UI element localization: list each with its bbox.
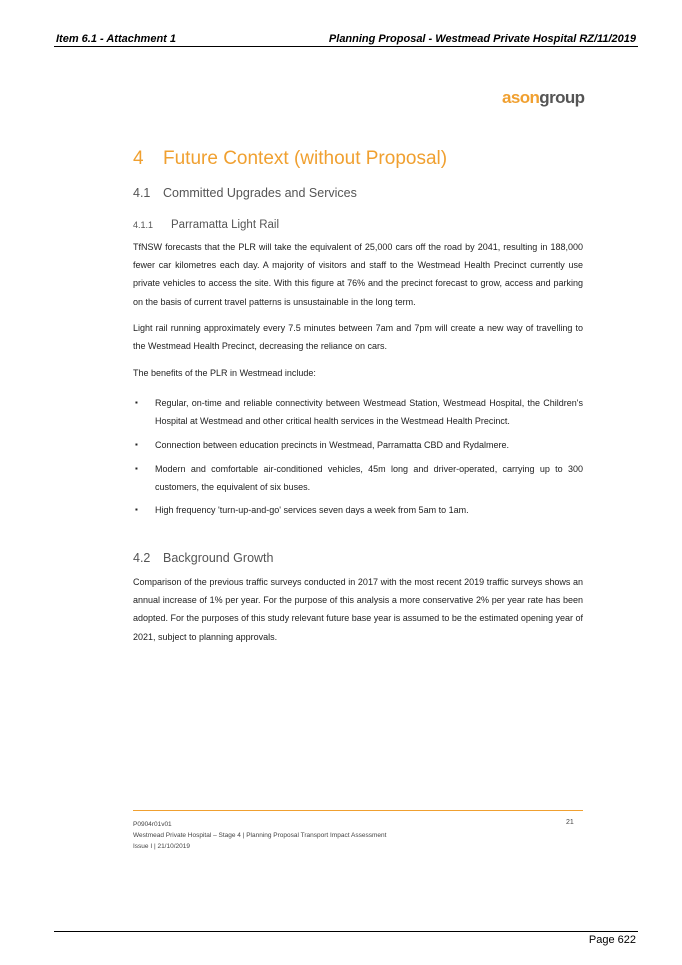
list-item xyxy=(133,436,583,454)
header-divider xyxy=(54,46,638,47)
subsection-heading-4-1 xyxy=(133,186,357,200)
header-left: Item 6.1 - Attachment 1 xyxy=(56,33,177,45)
footer-reference: P0904r01v01 xyxy=(133,821,172,828)
bullet-icon: ▪ xyxy=(135,464,138,473)
subsection-title: Committed Upgrades and Services xyxy=(163,186,357,200)
subsection-heading-4-2 xyxy=(133,551,273,565)
bullet-icon: ▪ xyxy=(135,505,138,514)
list-item xyxy=(133,394,583,430)
subsubsection-number: 4.1.1 xyxy=(133,220,154,230)
header-right: Planning Proposal - Westmead Private Hospital RZ/11/2019 xyxy=(328,33,636,45)
list-item-text: High frequency 'turn-up-and-go' services seven days a week from 5am to 1am. xyxy=(155,505,469,515)
logo-part-2: group xyxy=(539,88,585,107)
section-title: Future Context (without Proposal) xyxy=(163,148,448,169)
paragraph-plr-forecast: TfNSW forecasts that the PLR will take the equivalent of 25,000 cars off the road by 2041, resulting in 188,000 fewer car kilometres each day. A majority of visitors and staff to the Westmead Health Precinct currently use private vehicles to access the site. With this figure at 76% and the precinct forecast to grow, access and parking on the basis of current travel patterns is unsustainable in the long term. xyxy=(133,242,583,307)
list-item xyxy=(133,501,583,519)
paragraph-benefits-intro: The benefits of the PLR in Westmead include: xyxy=(133,368,316,378)
footer-document-title: Westmead Private Hospital – Stage 4 | Planning Proposal Transport Impact Assessment xyxy=(133,832,387,839)
paragraph-light-rail-frequency: Light rail running approximately every 7.5 minutes between 7am and 7pm will create a new way of travelling to the Westmead Health Precinct, decreasing the reliance on cars. xyxy=(133,323,583,352)
ason-group-logo xyxy=(502,88,584,108)
section-number: 4 xyxy=(133,148,144,169)
list-item-text: Regular, on-time and reliable connectivity between Westmead Station, Westmead Hospital, the Children's Hospital at Westmead and other critical health services in the Westmead Health Precinct. xyxy=(155,398,583,426)
bullet-icon: ▪ xyxy=(135,398,138,407)
subsection-number: 4.2 xyxy=(133,551,151,565)
footer-issue: Issue I | 21/10/2019 xyxy=(133,843,190,850)
bullet-icon: ▪ xyxy=(135,440,138,449)
subsection-title: Background Growth xyxy=(163,551,274,565)
subsubsection-title: Parramatta Light Rail xyxy=(171,219,280,231)
paragraph-background-growth: Comparison of the previous traffic surveys conducted in 2017 with the most recent 2019 traffic surveys shows an annual increase of 1% per year. For the purpose of this analysis a more conservative 2% per year rate has been adopted. For the purposes of this study relevant future base year is assumed to be the estimated opening year of 2021, subject to planning approvals. xyxy=(133,577,583,642)
subsection-number: 4.1 xyxy=(133,186,151,200)
list-item-text: Modern and comfortable air-conditioned vehicles, 45m long and driver-operated, carrying up to 300 customers, the equivalent of six buses. xyxy=(155,464,583,492)
subsubsection-heading xyxy=(133,219,279,231)
footer-page-number: 21 xyxy=(566,819,574,826)
list-item xyxy=(133,460,583,496)
page-divider xyxy=(54,931,638,932)
page-number: Page 622 xyxy=(588,934,636,946)
footer-divider xyxy=(133,810,583,811)
list-item-text: Connection between education precincts in Westmead, Parramatta CBD and Rydalmere. xyxy=(155,440,510,450)
logo-part-1: ason xyxy=(502,88,540,107)
benefits-list xyxy=(133,394,583,519)
section-heading xyxy=(133,148,447,170)
